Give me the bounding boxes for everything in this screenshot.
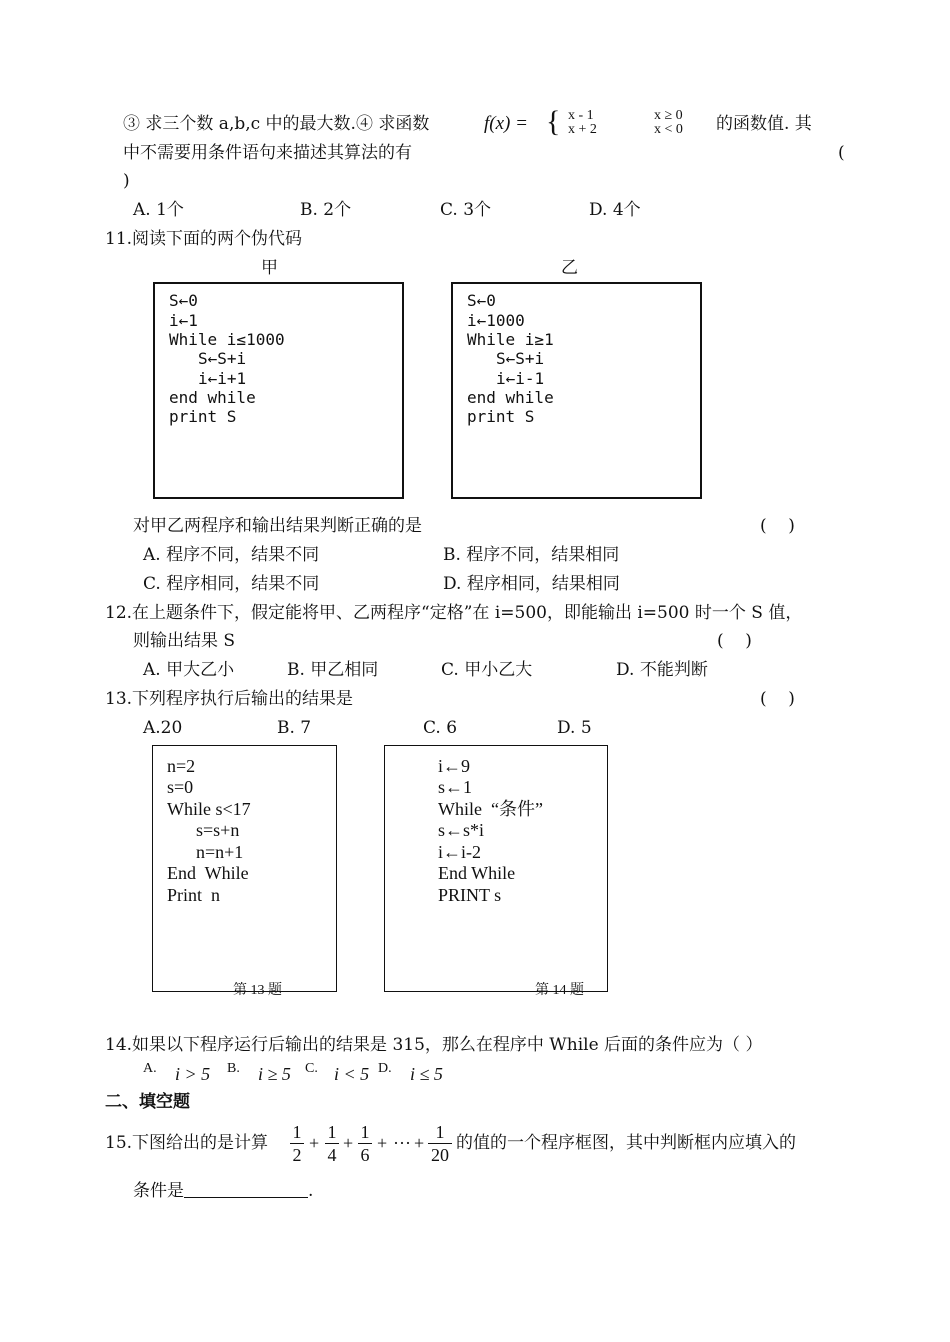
piece-expression-top: x - 1 xyxy=(568,108,594,123)
code-line: s=0 xyxy=(167,777,194,797)
q15-suffix: 的值的一个程序框图，其中判断框内应填入的 xyxy=(456,1133,796,1153)
q14-option-b-letter: B. xyxy=(227,1061,240,1076)
code-line: While s<17 xyxy=(167,799,251,819)
q14-option-c-letter: C. xyxy=(305,1061,318,1076)
q11-question: 对甲乙两程序和输出结果判断正确的是 xyxy=(133,516,422,536)
code-line: s←s*i xyxy=(438,820,485,840)
q15-prefix: 15.下图给出的是计算 xyxy=(105,1133,269,1153)
q10-line2: 中不需要用条件语句来描述其算法的有 xyxy=(123,143,412,163)
code-line: i←i-2 xyxy=(438,842,481,862)
fraction-denominator: 6 xyxy=(360,1145,370,1165)
q12-line2: 则输出结果 S xyxy=(133,631,236,651)
code-line: i←i-1 xyxy=(496,369,545,388)
q10-option-c: C. 3个 xyxy=(440,200,492,220)
q11-option-d: D. 程序相同，结果相同 xyxy=(443,574,620,594)
code-label-yi: 乙 xyxy=(561,258,578,278)
fraction-numerator: 1 xyxy=(435,1122,445,1142)
q10-option-d: D. 4个 xyxy=(589,200,641,220)
fraction-numerator: 1 xyxy=(327,1122,337,1142)
fraction-1-4 xyxy=(325,1121,339,1166)
q12-line1: 12.在上题条件下，假定能将甲、乙两程序“定格”在 i=500，即能输出 i=500 时一个 S 值， xyxy=(105,603,803,623)
code-line: While i≤1000 xyxy=(169,330,285,349)
fraction-1-2 xyxy=(290,1121,304,1166)
q15-line2-label: 条件是 xyxy=(133,1181,184,1201)
fraction-denominator: 20 xyxy=(431,1145,449,1165)
fraction-1-6 xyxy=(358,1121,372,1166)
q11-answer-paren: ( ) xyxy=(760,516,795,536)
code-line: i←i+1 xyxy=(198,369,247,388)
q13-option-d: D. 5 xyxy=(557,718,592,738)
q13-option-b: B. 7 xyxy=(277,718,312,738)
code-label-jia: 甲 xyxy=(261,258,278,278)
piecewise-brace: { xyxy=(546,105,561,138)
code-line: S←0 xyxy=(467,291,496,310)
q11-option-b: B. 程序不同，结果相同 xyxy=(443,545,620,565)
code-line: End While xyxy=(167,863,249,883)
fraction-numerator: 1 xyxy=(360,1122,370,1142)
code-box-jia xyxy=(153,282,404,499)
code-line: PRINT s xyxy=(438,885,502,905)
code-line: n=2 xyxy=(167,756,196,776)
ellipsis: ··· xyxy=(393,1133,411,1153)
code-line: print S xyxy=(467,407,535,426)
caption-q13: 第 13 题 xyxy=(233,983,282,998)
q10-option-b: B. 2个 xyxy=(300,200,352,220)
q10-answer-paren-close: ) xyxy=(123,171,130,191)
q14-option-a-expr: i > 5 xyxy=(175,1064,211,1084)
q12-option-b: B. 甲乙相同 xyxy=(287,660,379,680)
q10-answer-paren-open: ( xyxy=(838,143,845,163)
fraction-denominator: 2 xyxy=(292,1145,302,1165)
q12-option-a: A. 甲大乙小 xyxy=(143,660,235,680)
plus-sign: + xyxy=(414,1133,425,1153)
code-line: end while xyxy=(467,388,554,407)
plus-sign: + xyxy=(377,1133,388,1153)
code-line: While “条件” xyxy=(438,799,543,819)
code-line: s←1 xyxy=(438,777,473,797)
piece-condition-top: x ≥ 0 xyxy=(654,108,683,123)
q12-answer-paren: ( ) xyxy=(717,631,752,651)
code-line: S←S+i xyxy=(198,349,247,368)
fraction-denominator: 4 xyxy=(327,1145,337,1165)
q14-stem: 14.如果以下程序运行后输出的结果是 315，那么在程序中 While 后面的条件应为（ ） xyxy=(105,1035,763,1055)
code-line: S←0 xyxy=(169,291,198,310)
q15-period: . xyxy=(308,1181,314,1201)
code-line: While i≥1 xyxy=(467,330,554,349)
q14-option-b-expr: i ≥ 5 xyxy=(258,1064,291,1084)
code-line: i←1 xyxy=(169,311,198,330)
code-box-yi xyxy=(451,282,702,499)
code-line: i←9 xyxy=(438,756,471,776)
plus-sign: + xyxy=(309,1133,320,1153)
q11-option-c: C. 程序相同，结果不同 xyxy=(143,574,320,594)
code-line: s=s+n xyxy=(196,820,240,840)
q11-stem: 11.阅读下面的两个伪代码 xyxy=(105,229,303,249)
q14-option-d-expr: i ≤ 5 xyxy=(410,1064,443,1084)
code-line: n=n+1 xyxy=(196,842,244,862)
q15-line2 xyxy=(133,1181,313,1201)
q14-option-a-letter: A. xyxy=(143,1061,157,1076)
code-line: Print n xyxy=(167,885,221,905)
program-box-q14 xyxy=(384,745,608,998)
q10-option-a: A. 1个 xyxy=(133,200,184,220)
q13-option-a: A.20 xyxy=(143,718,183,738)
piece-expression-bottom: x + 2 xyxy=(568,122,597,137)
caption-q14: 第 14 题 xyxy=(535,983,584,998)
piece-condition-bottom: x < 0 xyxy=(654,122,683,137)
program-box-q13 xyxy=(152,745,337,998)
code-line: S←S+i xyxy=(496,349,545,368)
q12-option-d: D. 不能判断 xyxy=(616,660,708,680)
section-title-fill-in: 二、填空题 xyxy=(105,1092,190,1112)
q13-stem: 13.下列程序执行后输出的结果是 xyxy=(105,689,354,709)
plus-sign: + xyxy=(343,1133,354,1153)
code-line: End While xyxy=(438,863,516,883)
fraction-numerator: 1 xyxy=(292,1122,302,1142)
q10-line1-end: 的函数值. 其 xyxy=(716,114,812,134)
code-line: print S xyxy=(169,407,237,426)
q14-option-d-letter: D. xyxy=(378,1061,392,1076)
answer-blank[interactable] xyxy=(184,1181,308,1198)
function-f-label: f(x) = xyxy=(484,113,528,134)
q13-option-c: C. 6 xyxy=(423,718,458,738)
q11-option-a: A. 程序不同，结果不同 xyxy=(143,545,320,565)
code-line: i←1000 xyxy=(467,311,525,330)
q10-line1-text: ③ 求三个数 a,b,c 中的最大数.④ 求函数 xyxy=(123,114,430,134)
q14-option-c-expr: i < 5 xyxy=(334,1064,370,1084)
q12-option-c: C. 甲小乙大 xyxy=(441,660,533,680)
q13-answer-paren: ( ) xyxy=(760,689,795,709)
code-line: end while xyxy=(169,388,256,407)
fraction-1-20 xyxy=(428,1121,452,1166)
